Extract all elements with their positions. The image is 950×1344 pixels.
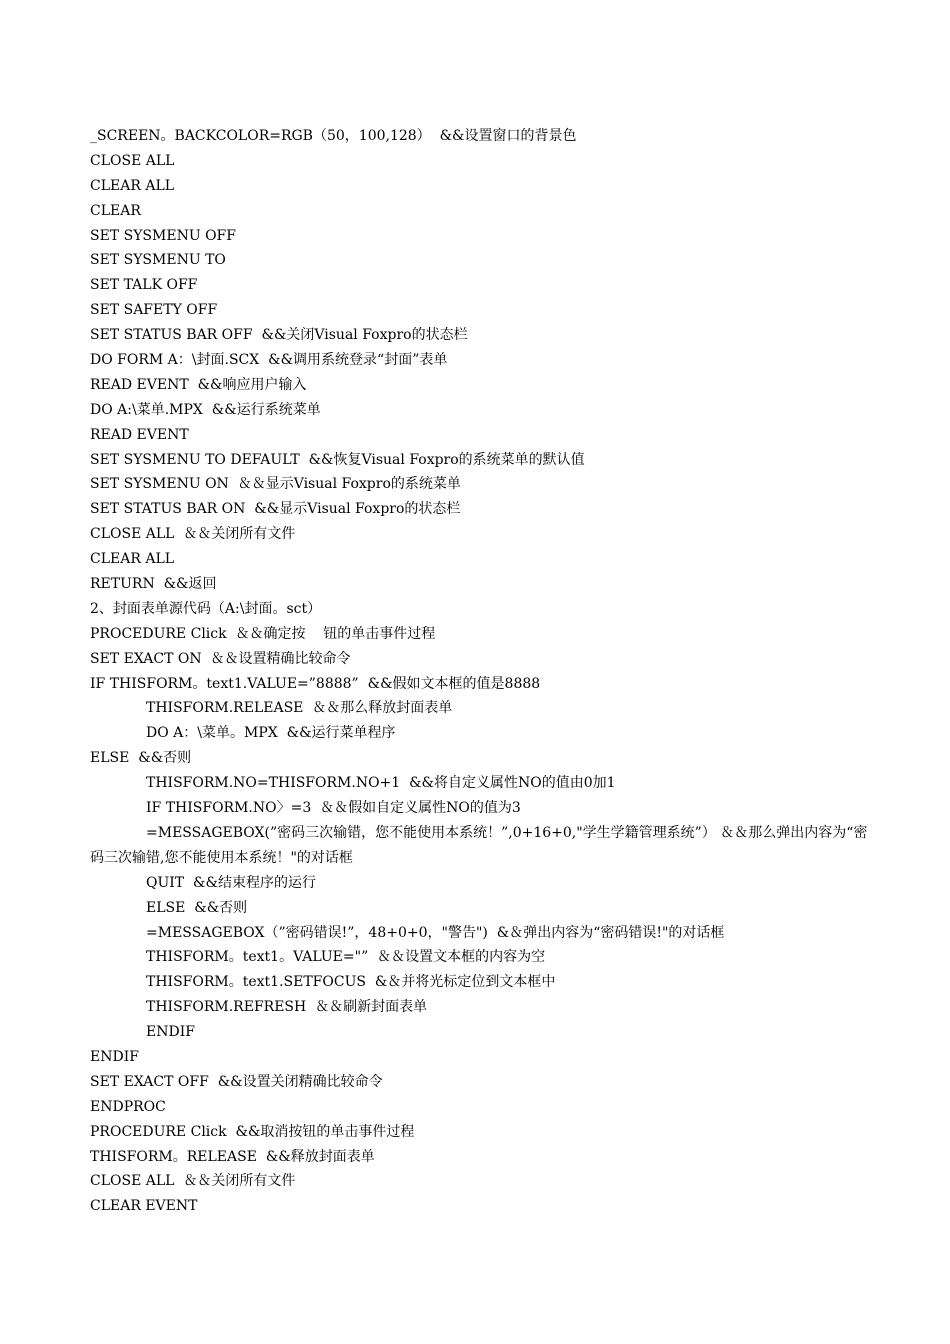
code-line: PROCEDURE Click &&取消按钮的单击事件过程 [90,1123,415,1140]
code-line: READ EVENT [90,426,189,443]
code-line: ENDPROC [90,1098,166,1115]
code-line: QUIT &&结束程序的运行 [146,874,316,891]
code-line: SET TALK OFF [90,277,198,294]
code-line: ENDIF [146,1024,195,1041]
code-line: CLEAR EVENT [90,1198,198,1215]
code-line: ENDIF [90,1048,139,1065]
code-line: CLOSE ALL ＆＆关闭所有文件 [90,526,296,543]
code-line: SET SYSMENU ON ＆＆显示Visual Foxpro的系统菜单 [90,476,461,493]
code-line: CLEAR [90,202,141,219]
code-line: RETURN &&返回 [90,576,217,593]
code-line: SET STATUS BAR OFF &&关闭Visual Foxpro的状态栏 [90,327,468,344]
code-line: DO A：\菜单。MPX &&运行菜单程序 [146,725,396,742]
code-line: THISFORM.REFRESH ＆＆刷新封面表单 [146,999,428,1016]
code-line: IF THISFORM。text1.VALUE=”8888” &&假如文本框的值是8888 [90,675,541,692]
code-line: THISFORM。text1.SETFOCUS &＆并将光标定位到文本框中 [146,974,556,991]
code-line: CLOSE ALL [90,152,175,169]
code-line-wrapped: =MESSAGEBOX(”密码三次输错，您不能使用本系统！”,0+16+0,"学生学籍管理系统”） ＆＆那么弹出内容为“密码三次输错,您不能使用本系统！"的对话框 [90,824,868,866]
code-line: DO A:\菜单.MPX &&运行系统菜单 [90,401,321,418]
code-line: =MESSAGEBOX（”密码错误!”，48+0+0，"警告") &＆弹出内容为“密码错误!"的对话框 [146,924,725,941]
code-line: DO FORM A：\封面.SCX &&调用系统登录“封面”表单 [90,352,448,369]
code-line: SET SYSMENU TO [90,252,226,269]
code-line: THISFORM.RELEASE ＆＆那么释放封面表单 [146,700,453,717]
code-line: THISFORM。RELEASE &&释放封面表单 [90,1148,375,1165]
code-line: SET EXACT OFF &&设置关闭精确比较命令 [90,1073,383,1090]
code-line: READ EVENT &&响应用户输入 [90,376,307,393]
code-line: ELSE &&否则 [90,750,192,767]
code-line: THISFORM.NO=THISFORM.NO+1 &&将自定义属性NO的值由0加1 [146,775,616,792]
code-line: SET STATUS BAR ON &&显示Visual Foxpro的状态栏 [90,501,461,518]
code-line: ELSE &&否则 [146,899,248,916]
code-line: SET SAFETY OFF [90,302,218,319]
code-line: _SCREEN。BACKCOLOR=RGB（50，100,128） &&设置窗口的背景色 [90,128,577,144]
code-line: CLOSE ALL ＆＆关闭所有文件 [90,1173,296,1190]
code-line: CLEAR ALL [90,551,175,568]
code-line: CLEAR ALL [90,177,175,194]
code-line: IF THISFORM.NO〉=3 ＆＆假如自定义属性NO的值为3 [146,800,521,817]
source-code-listing [90,124,870,1219]
code-line: THISFORM。text1。VALUE="” ＆＆设置文本框的内容为空 [146,949,546,966]
code-line: SET SYSMENU OFF [90,227,236,244]
code-line: PROCEDURE Click ＆＆确定按 钮的单击事件过程 [90,625,436,642]
code-line: SET SYSMENU TO DEFAULT &&恢复Visual Foxpro的系统菜单的默认值 [90,451,585,468]
code-line: SET EXACT ON ＆＆设置精确比较命令 [90,650,351,667]
section-heading: 2、封面表单源代码（A:\封面。sct） [90,600,322,617]
